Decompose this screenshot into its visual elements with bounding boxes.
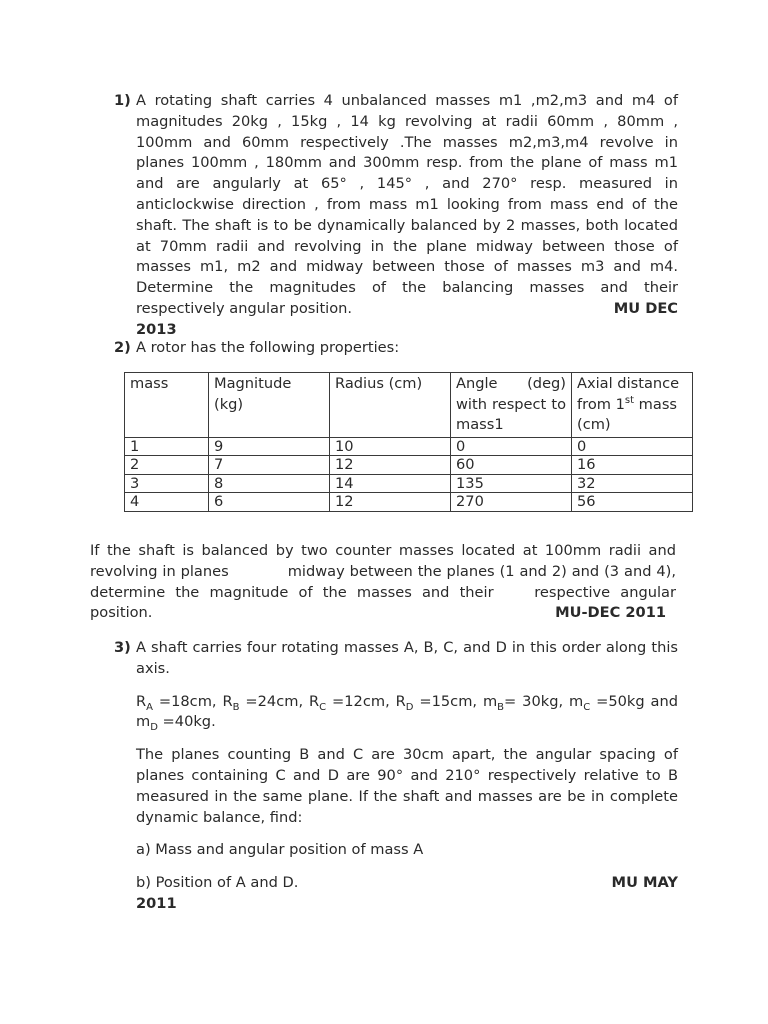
question-3: [114, 638, 678, 915]
table-cell: 32: [572, 474, 693, 493]
question-number: 3): [114, 639, 131, 656]
table-row: [125, 474, 693, 493]
given-values: $R_A =18cm$, $R_B =24cm$, $R_C =12cm$, $R_D =15cm$, $m_B= 30kg$, $m_C =50kg$ and $m_D =40kg$.: [136, 692, 678, 734]
rotor-properties-table: [124, 372, 693, 512]
table-cell: 12: [330, 493, 451, 512]
column-header: mass: [125, 373, 209, 438]
table-cell: 7: [209, 456, 330, 475]
exam-year: 2011: [136, 894, 177, 912]
column-header: Angle (deg) with respect to mass1: [451, 373, 572, 438]
table-row: [125, 456, 693, 475]
table-cell: 9: [209, 437, 330, 456]
question-1: [114, 91, 678, 341]
table-cell: 4: [125, 493, 209, 512]
question-text: The planes counting B and C are 30cm apart, the angular spacing of planes containing C and D are 90° and 210° respectively relative to B measured in the same plane. If the shaft and masses are be in complete dynamic balance, find:: [136, 746, 678, 826]
table-cell: 270: [451, 493, 572, 512]
exam-source: MU-DEC 2011: [555, 604, 666, 622]
question-2: [114, 338, 678, 359]
table-row: [125, 493, 693, 512]
column-header: Magnitude (kg): [209, 373, 330, 438]
table-cell: 3: [125, 474, 209, 493]
question-2-body: [90, 541, 681, 624]
question-intro: A shaft carries four rotating masses A, B, C, and D in this order along this axis.: [136, 639, 678, 677]
question-number: 2): [114, 339, 131, 356]
table-cell: 6: [209, 493, 330, 512]
table-cell: 1: [125, 437, 209, 456]
exam-source: MU DEC: [613, 299, 678, 317]
table-cell: 2: [125, 456, 209, 475]
column-header: Radius (cm): [330, 373, 451, 438]
question-text: A rotating shaft carries 4 unbalanced masses m1 ,m2,m3 and m4 of magnitudes 20kg , 15kg , 14 kg revolving at radii 60mm , 80mm , 100mm and 60mm respectively .The masses m2,m3,m4 revolve in planes 100mm , 180mm and 300mm resp. from the plane of mass m1 and are angularly at 65° , 145° , and 270° resp. measured in anticlockwise direction , from mass m1 looking from mass end of the shaft. The shaft is to be dynamically balanced by 2 masses, both located at 70mm radii and revolving in the plane midway between those of masses m1, m2 and midway between those of masses m3 and m4. Determine the magnitudes of the balancing masses and their respectively angular position.: [136, 92, 678, 317]
part-a: a) Mass and angular position of mass A: [136, 841, 424, 859]
table-row: [125, 437, 693, 456]
table-cell: 0: [572, 437, 693, 456]
table-cell: 16: [572, 456, 693, 475]
table-cell: 14: [330, 474, 451, 493]
table-cell: 0: [451, 437, 572, 456]
question-number: 1): [114, 92, 131, 109]
table-cell: 12: [330, 456, 451, 475]
column-header: Axial distance from 1st mass (cm): [572, 373, 693, 438]
table-cell: 10: [330, 437, 451, 456]
exam-year: 2013: [136, 320, 177, 338]
exam-source: MU MAY: [611, 874, 678, 892]
table-cell: 8: [209, 474, 330, 493]
question-intro: A rotor has the following properties:: [136, 339, 400, 356]
table-header-row: [125, 373, 693, 438]
table-cell: 60: [451, 456, 572, 475]
table-cell: 135: [451, 474, 572, 493]
question-text: If the shaft is balanced by two counter masses located at 100mm radii and revolving in planes midway between the planes (1 and 2) and (3 and 4), determine the magnitude of the masses and their respective angular position.: [90, 542, 681, 622]
table-cell: 56: [572, 493, 693, 512]
part-b: b) Position of A and D.: [136, 874, 299, 892]
